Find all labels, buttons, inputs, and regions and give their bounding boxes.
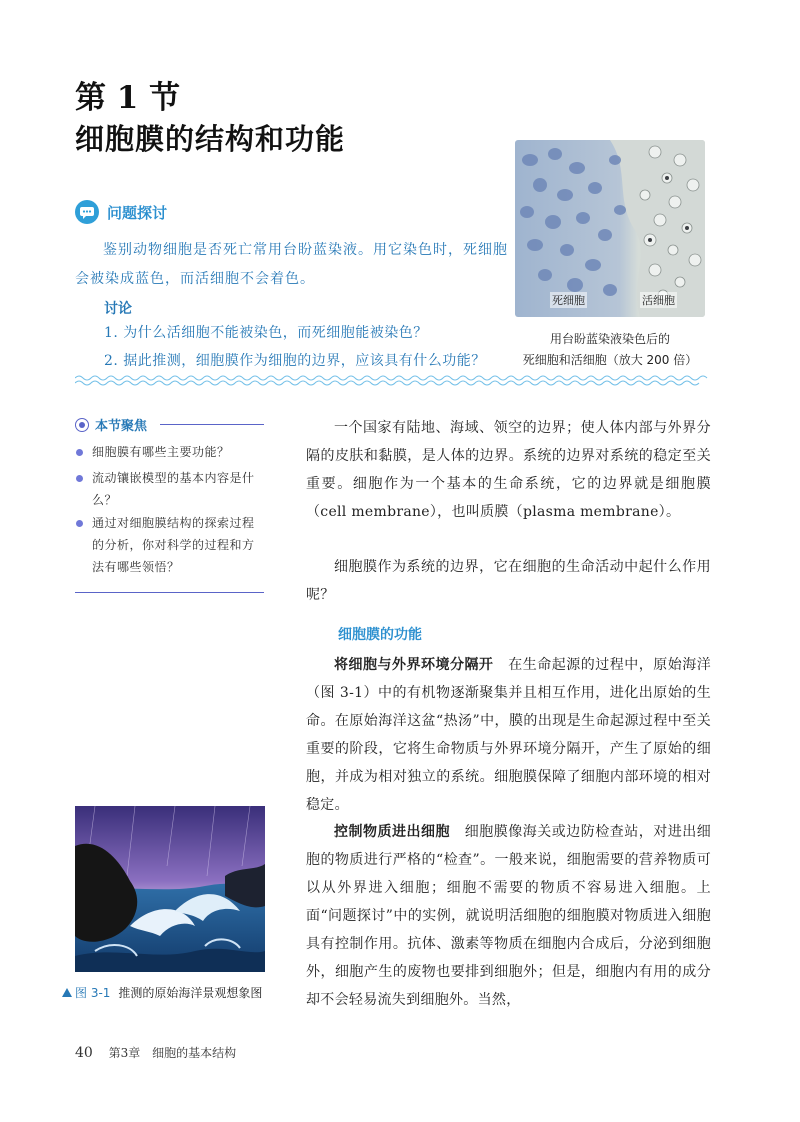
wave-divider [75,372,710,388]
body-paragraph: 细胞膜作为系统的边界，它在细胞的生命活动中起什么作用呢？ [306,559,711,603]
paragraph-body: 细胞膜像海关或边防检查站，对进出细胞的物质进行严格的“检查”。一般来说，细胞需要的营养物质可以从外界进入细胞；细胞不需要的物质不容易进入细胞。上面“问题探讨”中的实例，就说明活细胞的细胞膜对物质进入细胞具有控制作用。抗体、激素等物质在细胞内合成后，分泌到细胞外，细胞产生的废物也要排到细胞外；但是，细胞内有用的成分却不会轻易流失到细胞外。当然， [306,824,711,1008]
subheading: 细胞膜的功能 [338,627,422,643]
inquiry-heading: 问题探讨 [107,204,168,222]
focus-item: 通过对细胞膜结构的探索过程的分析，你对科学的过程和方法有哪些领悟？ [92,516,255,574]
chapter-title: 细胞的基本结构 [152,1046,237,1060]
stained-cells-photo [515,140,705,317]
bullet [76,520,83,527]
inquiry-body: 鉴别动物细胞是否死亡常用台盼蓝染液。用它染色时，死细胞会被染成蓝色，而活细胞不会着色。 [75,242,508,287]
focus-rule [160,424,264,425]
page-footer [75,1044,236,1061]
photo-caption: 用台盼蓝染液染色后的 [549,332,670,346]
section-number: 第 1 节 [75,80,181,116]
focus-title-text: 本节聚焦 [95,419,148,434]
primitive-ocean-painting [75,806,265,972]
target-icon [75,418,89,432]
figure-caption [62,984,262,1001]
chat-bubble-icon [75,200,99,224]
bullet [76,475,83,482]
discussion-label: 讨论 [104,301,132,317]
paragraph-lead: 控制物质进出细胞 [334,824,450,840]
triangle-marker-icon [62,988,72,997]
micrograph-image [515,140,705,317]
focus-rule [75,592,264,593]
body-paragraph [306,818,711,1014]
section-title: 细胞膜的结构和功能 [75,122,346,156]
dead-cell-label: 死细胞 [552,294,585,307]
figure-title: 推测的原始海洋景观想象图 [118,986,263,1000]
body-paragraph: 一个国家有陆地、海域、领空的边界；使人体内部与外界分隔的皮肤和黏膜，是人体的边界。系统的边界对系统的稳定至关重要。细胞作为一个基本的生命系统，它的边界就是细胞膜（cell membrane），也叫质膜（plasma membrane）。 [306,420,711,520]
page-number: 40 [75,1045,93,1061]
paragraph-lead: 将细胞与外界环境分隔开 [334,657,494,673]
discussion-question: 1. 为什么活细胞不能被染色，而死细胞能被染色？ [104,325,428,341]
photo-caption: 死细胞和活细胞（放大 200 倍） [522,353,698,367]
body-paragraph [306,651,711,819]
chapter-number: 第3章 [108,1046,141,1060]
discussion-question: 2. 据此推测，细胞膜作为细胞的边界，应该具有什么功能？ [104,353,486,369]
figure-number: 图 3-1 [75,986,111,1000]
bullet [76,449,83,456]
focus-item: 流动镶嵌模型的基本内容是什么？ [92,471,255,507]
focus-title [75,415,147,434]
focus-item: 细胞膜有哪些主要功能？ [92,445,230,459]
live-cell-label: 活细胞 [642,294,675,307]
paragraph-body: 在生命起源的过程中，原始海洋（图 3-1）中的有机物逐渐聚集并且相互作用，进化出原始的生命。在原始海洋这盆“热汤”中，膜的出现是生命起源过程中至关重要的阶段，它将生命物质与外界环境分隔开，产生了原始的细胞，并成为相对独立的系统。细胞膜保障了细胞内部环境的相对稳定。 [306,657,711,813]
